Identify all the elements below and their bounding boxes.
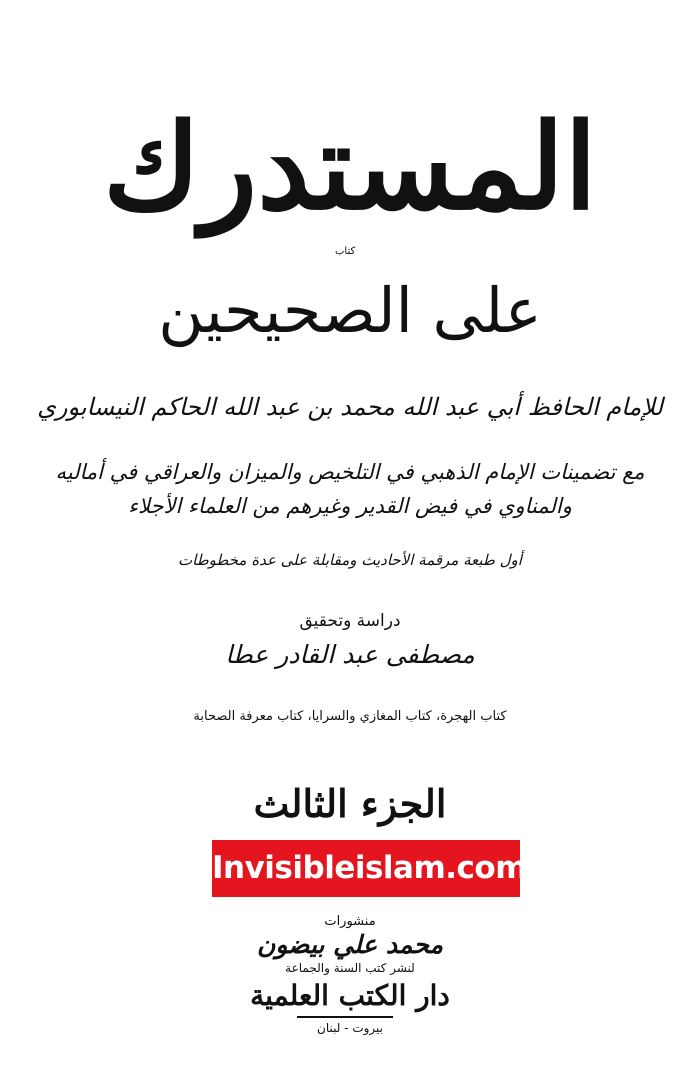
author-line: للإمام الحافظ أبي عبد الله محمد بن عبد الله الحاكم النيسابوري [37,393,663,421]
edition-note: أول طبعة مرقمة الأحاديث ومقابلة على عدة مخطوطات [178,551,522,569]
book-title: المستدرك [102,97,597,236]
publisher-description: لنشر كتب السنة والجماعة [285,961,415,975]
editor-name: مصطفى عبد القادر عطا [225,640,475,669]
title-prefix: كتاب [335,246,356,257]
study-label: دراسة وتحقيق [299,611,401,631]
watermark-banner: Invisibleislam.com [212,840,520,897]
commentary-note: مع تضمينات الإمام الذهبي في التلخيص والميزان والعراقي في أماليه والمناوي في فيض القدير وغيرهم من العلماء الأجلاء [55,460,645,518]
book-subtitle: على الصحيحين [158,274,542,347]
publisher-name: محمد علي بيضون [257,930,443,959]
press-logo-text: دار الكتب العلمية [250,979,450,1012]
publisher-location: بيروت - لبنان [317,1021,383,1035]
press-underline [297,1016,393,1018]
volume-contents: كتاب الهجرة، كتاب المغازي والسرايا، كتاب معرفة الصحابة [193,709,507,724]
volume-number: الجزء الثالث [253,781,447,826]
publisher-label: منشورات [324,914,376,929]
